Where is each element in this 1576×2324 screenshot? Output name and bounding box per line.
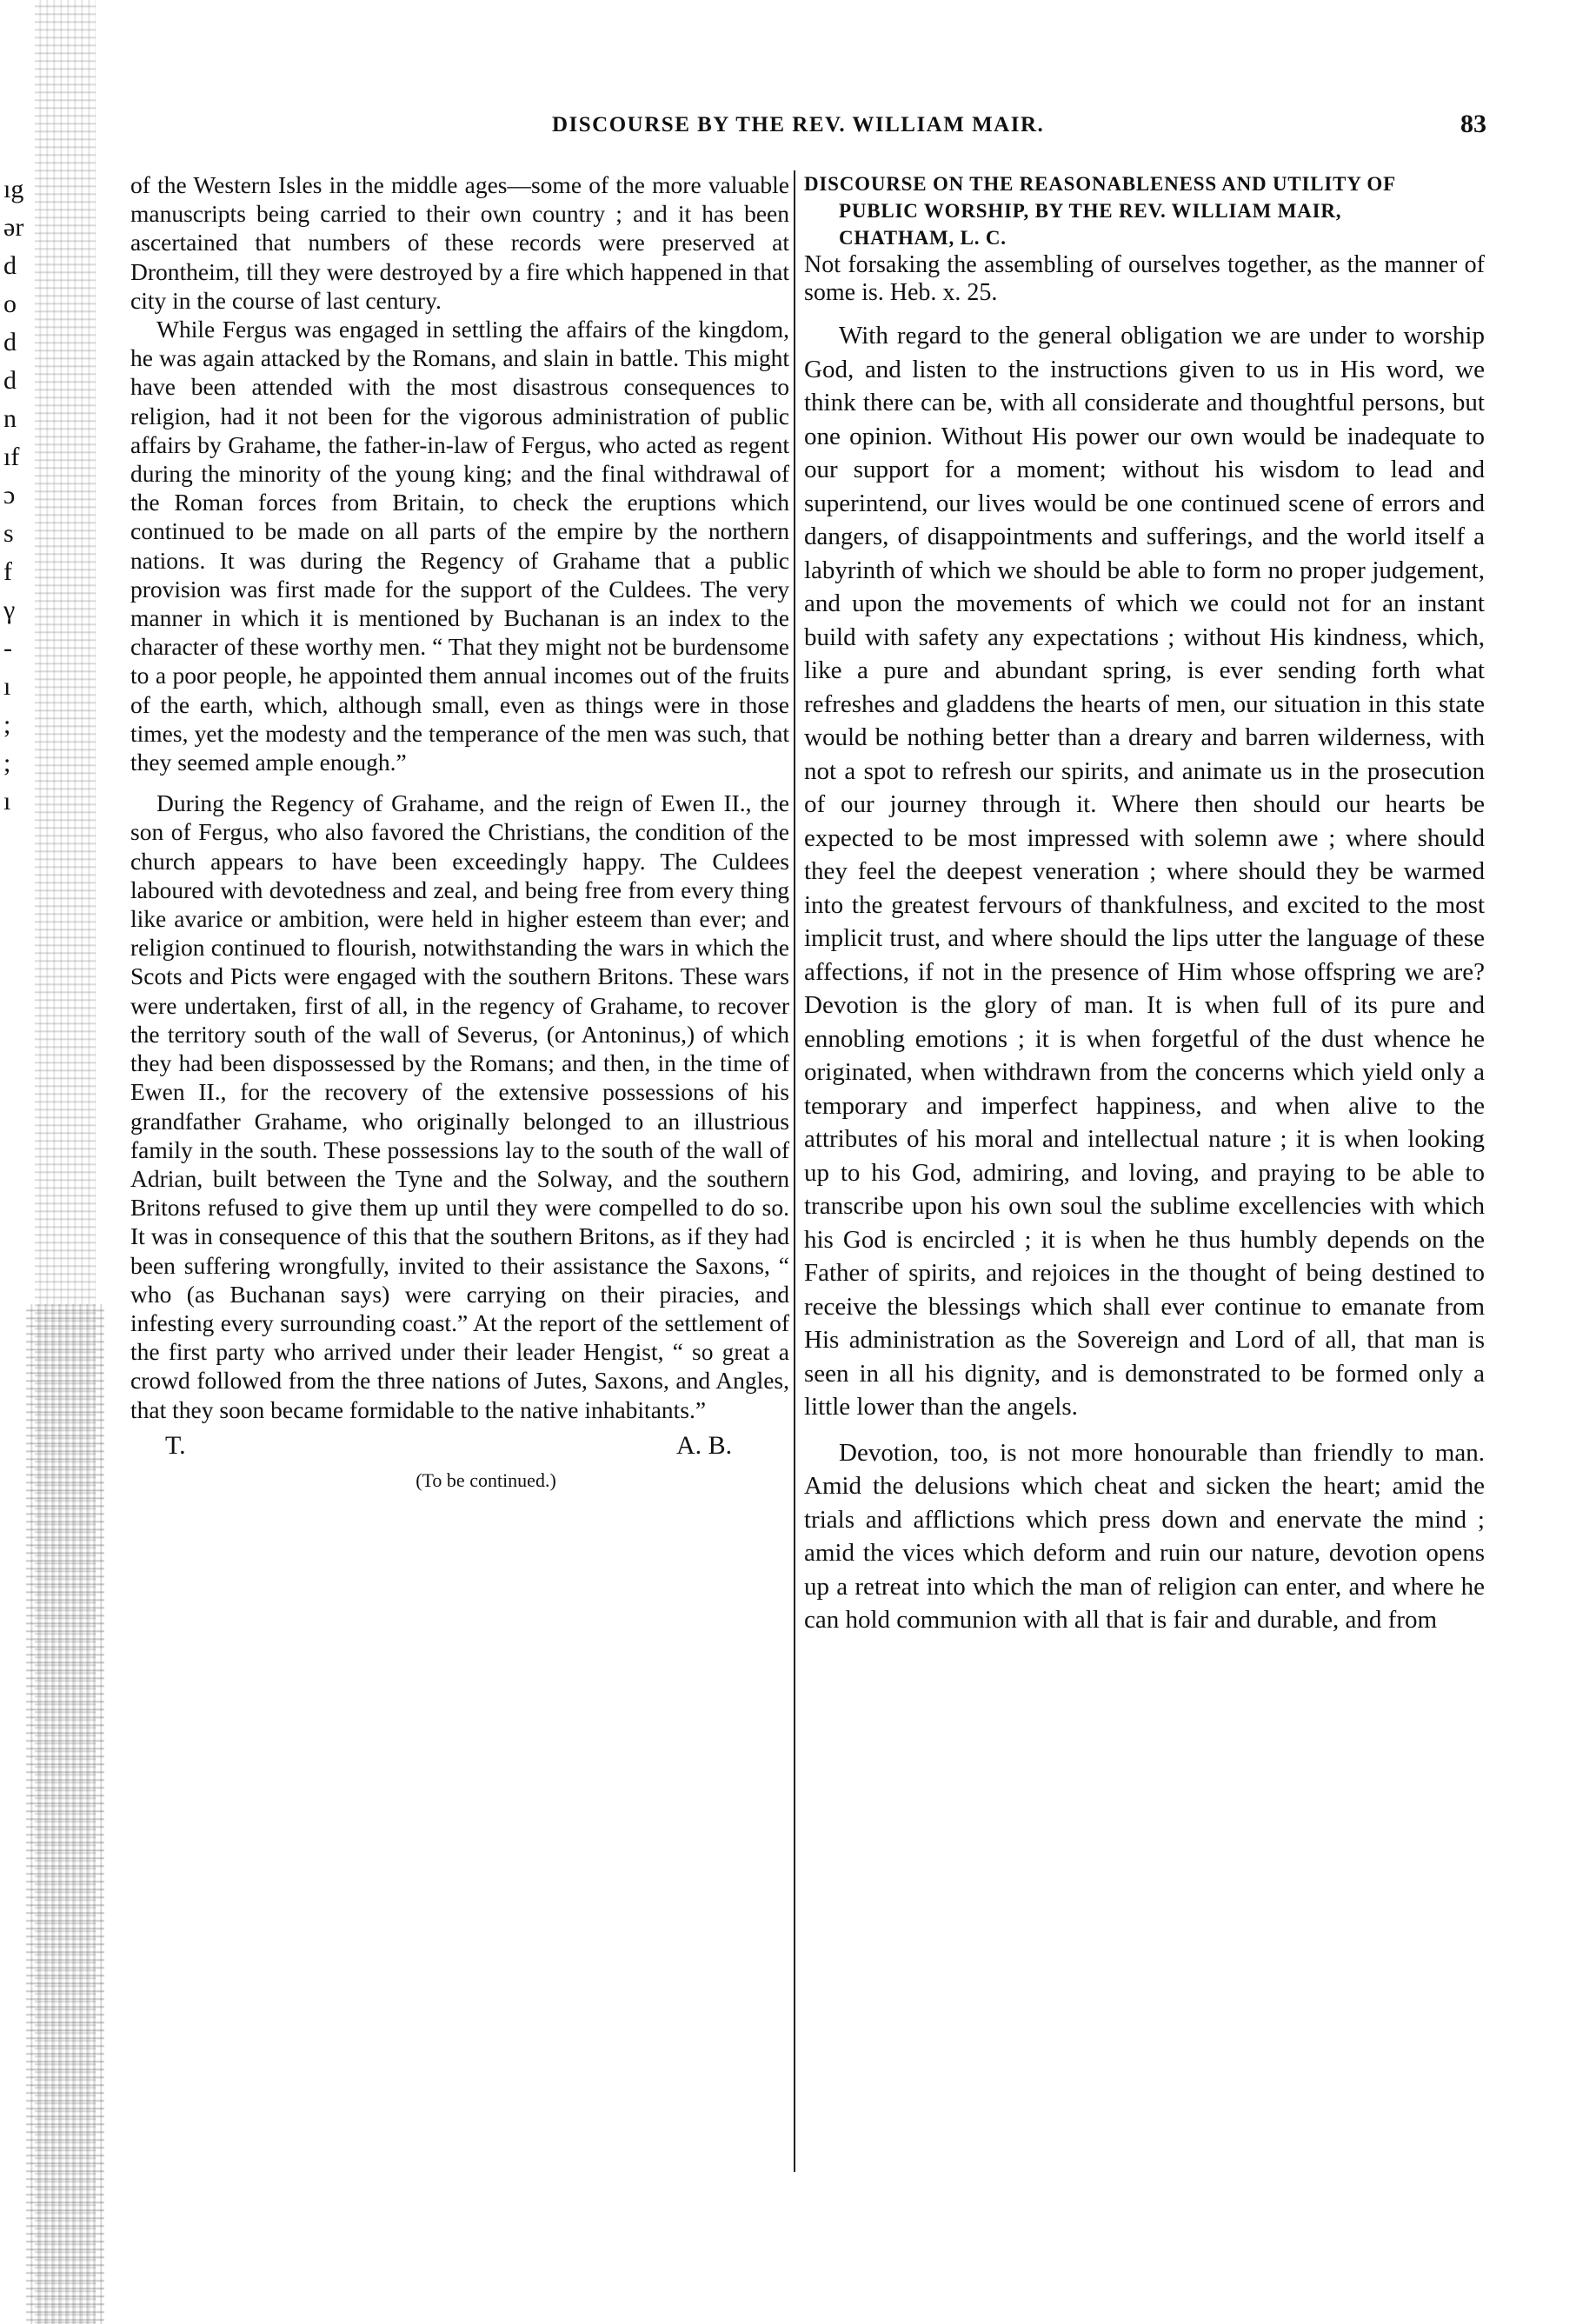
bleed-letter: -	[3, 634, 12, 663]
continued-note: (To be continued.)	[416, 1468, 556, 1491]
bleed-letter: s	[3, 519, 14, 548]
signature-initial-left: T.	[165, 1430, 186, 1460]
paragraph-gap	[804, 1424, 1485, 1436]
bleed-letter: ıg	[3, 175, 24, 203]
bleed-letters	[3, 170, 30, 821]
bleed-texture-lower	[26, 1304, 104, 2324]
bleed-letter: ;	[3, 710, 11, 739]
bleed-letter: o	[3, 290, 17, 318]
bleed-letter: d	[3, 328, 17, 356]
page-number: 83	[1460, 110, 1486, 138]
right-paragraph: With regard to the general obligation we are under to worship God, and listen to the instructions given to us in His word, we think there can be, with all considerate and thoughtful persons, but one opinion. Without His power our own would be inadequate to our support for a moment; without his wisdom to lead and superintend, our lives would be one continued scene of errors and dangers, of disappointments and sufferings, and the world itself a labyrinth of which we should be able to form no proper judgement, and upon the movements of which we could not for an instant build with safety any expectations ; without His kindness, which, like a pure and abundant spring, is ever sending forth what refreshes and gladdens the hearts of men, our situation in this state would be nothing better than a dreary and barren wilderness, with not a spot to refresh our spirits, and animate us in the prosecution of our journey through it. Where then should our hearts be expected to be most impressed with solemn awe ; where should they feel the deepest veneration ; where should they be warmed into the greatest fervours of thankfulness, and excited to the most implicit trust, and where should the lips utter the language of these affections, if not in the presence of Him whose offspring we are? Devotion is the glory of man. It is when full of its pure and ennobling emotions ; it is when forgetful of the dust whence he originated, when withdrawn from the concerns which yield only a temporary and imperfect happiness, and when alive to the attributes of his moral and intellectual nature ; it is when looking up to his God, admiring, and loving, and praying to be able to transcribe upon his own soul the sublime excellencies with which his God is encircled ; it is when he thus humbly depends on the Father of spirits, and rejoices in the thought of being destined to receive the blessings which shall ever continue to emanate from His administration as the Sovereign and Lord of all, that man is seen in all his dignity, and is demonstrated to be formed only a little lower than the angels.	[804, 322, 1485, 1421]
bleed-letter: ı	[3, 672, 11, 701]
bleed-letter: ıf	[3, 443, 20, 471]
paragraph-gap	[130, 776, 789, 789]
column-divider	[794, 170, 795, 2172]
left-column	[130, 170, 789, 1495]
facing-page-bleed	[0, 0, 109, 2324]
discourse-title-line: DISCOURSE ON THE REASONABLENESS AND UTILITY OF	[804, 173, 1396, 195]
left-paragraph: During the Regency of Grahame, and the reign of Ewen II., the son of Fergus, who also favored the Christians, the condition of the church appears to have been exceedingly happy. The Culdees laboured with devotedness and zeal, and being free from every thing like avarice or ambition, were held in higher esteem than ever; and religion continued to flourish, notwithstanding the wars in which the Scots and Picts were engaged with the southern Britons. These wars were undertaken, first of all, in the regency of Grahame, to recover the territory south of the wall of Severus, (or Antoninus,) of which they had been dispossessed by the Romans; and then, in the time of Ewen II., for the recovery of the extensive possessions of his grandfather Grahame, who originally belonged to an illustrious family in the south. These possessions lay to the south of the wall of Adrian, built between the Tyne and the Solway, and the southern Britons refused to give them up until they were compelled to do so. It was in consequence of this that the southern Britons, as if they had been suffering wrongfully, invited to their assistance the Saxons, “ who (as Buchanan says) were carrying on their piracies, and infesting every surrounding coast.” At the report of the settlement of the first party who arrived under their leader Hengist, “ so great a crowd followed from the three nations of Jutes, Saxons, and Angles, that they soon became formidable to the native inhabitants.”	[130, 789, 789, 1423]
signature-initials-right: A. B.	[676, 1430, 733, 1460]
signature-line	[130, 1431, 789, 1466]
discourse-title-line: PUBLIC WORSHIP, BY THE REV. WILLIAM MAIR,	[839, 200, 1342, 222]
bleed-letter: d	[3, 251, 17, 280]
right-column	[804, 170, 1485, 1637]
discourse-title-line: CHATHAM, L. C.	[839, 227, 1007, 249]
discourse-title	[804, 170, 1485, 251]
bleed-letter: d	[3, 366, 17, 395]
bleed-letter: ɔ	[3, 481, 16, 509]
running-head: DISCOURSE BY THE REV. WILLIAM MAIR.	[552, 113, 1045, 137]
page-header	[130, 110, 1486, 148]
left-paragraph: of the Western Isles in the middle ages—some of the more valuable manuscripts being carried to their own country ; and it has been ascertained that numbers of these records were preserved at Drontheim, till they were destroyed by a fire which happened in that city in the course of last century.	[130, 171, 789, 314]
bleed-letter: f	[3, 557, 12, 586]
right-paragraph: Devotion, too, is not more honourable than friendly to man. Amid the delusions which cheat and sicken the heart; amid the trials and afflictions which press down and enervate the mind ; amid the vices which deform and ruin our nature, devotion opens up a retreat into which the man of religion can enter, and where he can hold communion with all that is fair and durable, and from	[804, 1438, 1485, 1634]
bleed-letter: ı	[3, 787, 11, 816]
bleed-letter: ;	[3, 749, 11, 777]
bleed-letter: ər	[3, 213, 24, 242]
bleed-letter: n	[3, 404, 17, 433]
left-paragraph: While Fergus was engaged in settling the affairs of the kingdom, he was again attacked by the Romans, and slain in battle. This might have been attended with the most disastrous consequences to religion, had it not been for the vigorous administration of public affairs by Grahame, the father-in-law of Fergus, who acted as regent during the minority of the young king; and the final withdrawal of the Roman forces from Britain, to check the eruptions which continued to be made on all parts of the empire by the northern nations. It was during the Regency of Grahame that a public provision was first made for the support of the Culdees. The very manner in which it is mentioned by Buchanan is an index to the character of these worthy men. “ That they might not be burdensome to a poor people, he appointed them annual incomes out of the fruits of the earth, which, although small, even as things were in those times, yet the modesty and the temperance of the men was such, that they seemed ample enough.”	[130, 316, 789, 776]
paragraph-gap	[804, 307, 1485, 319]
epigraph: Not forsaking the assembling of ourselves together, as the manner of some is. Heb. x. 25.	[804, 251, 1485, 306]
bleed-letter: γ	[3, 596, 16, 624]
